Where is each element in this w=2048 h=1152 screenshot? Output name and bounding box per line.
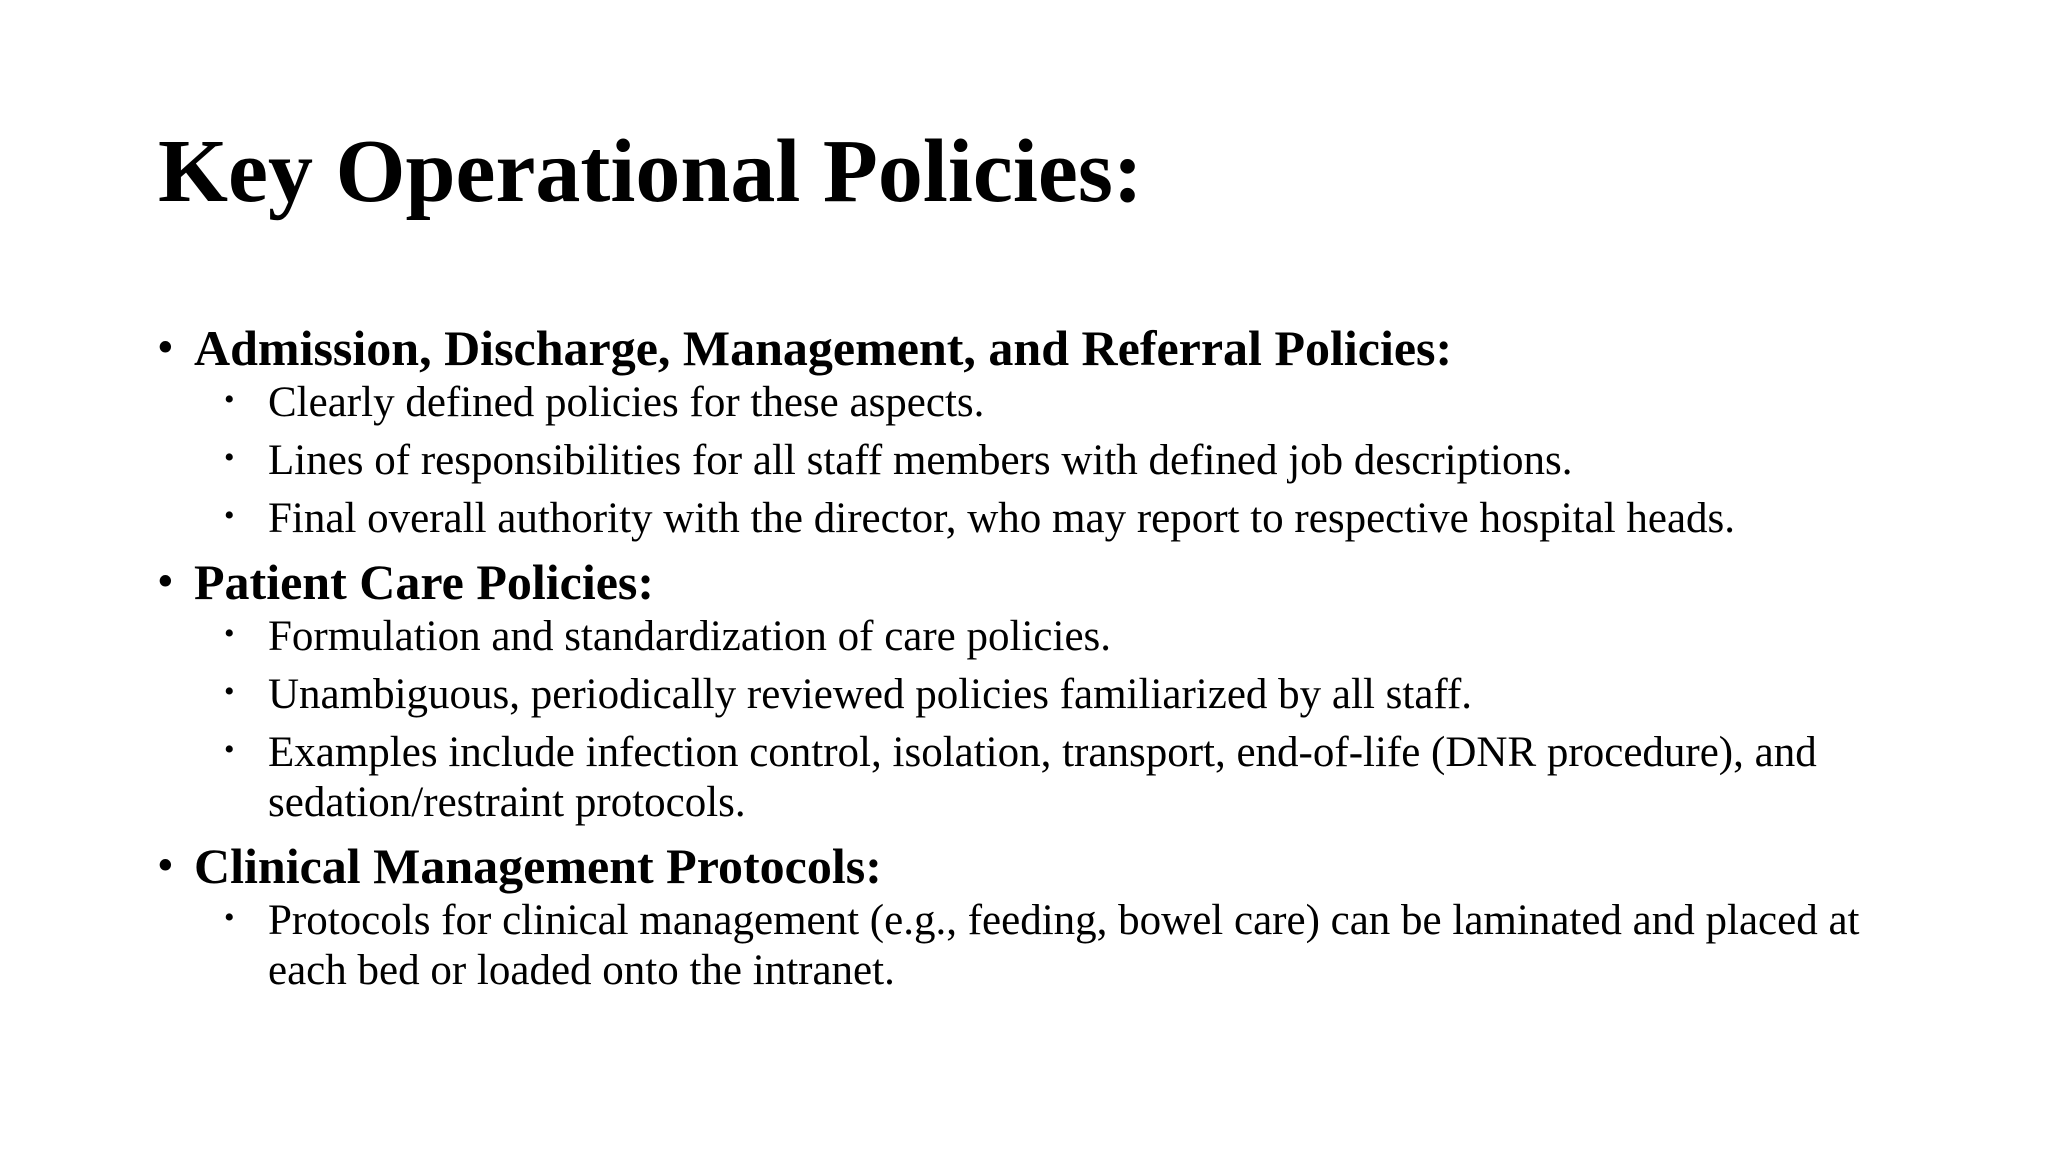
bullet-dot-icon: • xyxy=(224,675,235,708)
bullet-dot-icon: • xyxy=(224,901,235,934)
bullet-dot-icon: • xyxy=(224,733,235,766)
list-item xyxy=(194,378,1918,428)
bullet-dot-icon: • xyxy=(224,499,235,532)
list-item xyxy=(194,494,1918,544)
bullet-list xyxy=(158,318,1918,1004)
section-clinical-management xyxy=(158,836,1918,996)
list-item-text: Lines of responsibilities for all staff members with defined job descriptions. xyxy=(268,437,1573,484)
bullet-dot-icon: • xyxy=(224,617,235,650)
bullet-dot-icon: • xyxy=(224,441,235,474)
section-patient-care xyxy=(158,552,1918,828)
bullet-dot-icon: • xyxy=(224,383,235,416)
section-admission-discharge xyxy=(158,318,1918,544)
list-item-text: Protocols for clinical management (e.g., feeding, bowel care) can be laminated and placed at each bed or loaded onto the intranet. xyxy=(268,897,1860,994)
list-item-text: Formulation and standardization of care policies. xyxy=(268,613,1112,660)
list-item xyxy=(194,728,1918,828)
sub-bullet-list xyxy=(194,896,1918,996)
list-item xyxy=(194,612,1918,662)
sub-bullet-list xyxy=(194,378,1918,544)
sub-bullet-list xyxy=(194,612,1918,828)
slide-title: Key Operational Policies: xyxy=(158,122,1143,221)
list-item xyxy=(194,896,1918,996)
list-item-text: Final overall authority with the director, who may report to respective hospital heads. xyxy=(268,495,1736,542)
section-heading: Patient Care Policies: xyxy=(194,554,655,610)
bullet-dot-icon: • xyxy=(158,325,173,371)
bullet-dot-icon: • xyxy=(158,559,173,605)
section-heading: Admission, Discharge, Management, and Referral Policies: xyxy=(194,320,1453,376)
list-item xyxy=(194,670,1918,720)
list-item-text: Unambiguous, periodically reviewed policies familiarized by all staff. xyxy=(268,671,1473,718)
list-item-text: Examples include infection control, isolation, transport, end-of-life (DNR procedure), and sedation/restraint protocols. xyxy=(268,729,1817,826)
section-heading: Clinical Management Protocols: xyxy=(194,838,882,894)
list-item-text: Clearly defined policies for these aspects. xyxy=(268,379,985,426)
list-item xyxy=(194,436,1918,486)
bullet-dot-icon: • xyxy=(158,843,173,889)
